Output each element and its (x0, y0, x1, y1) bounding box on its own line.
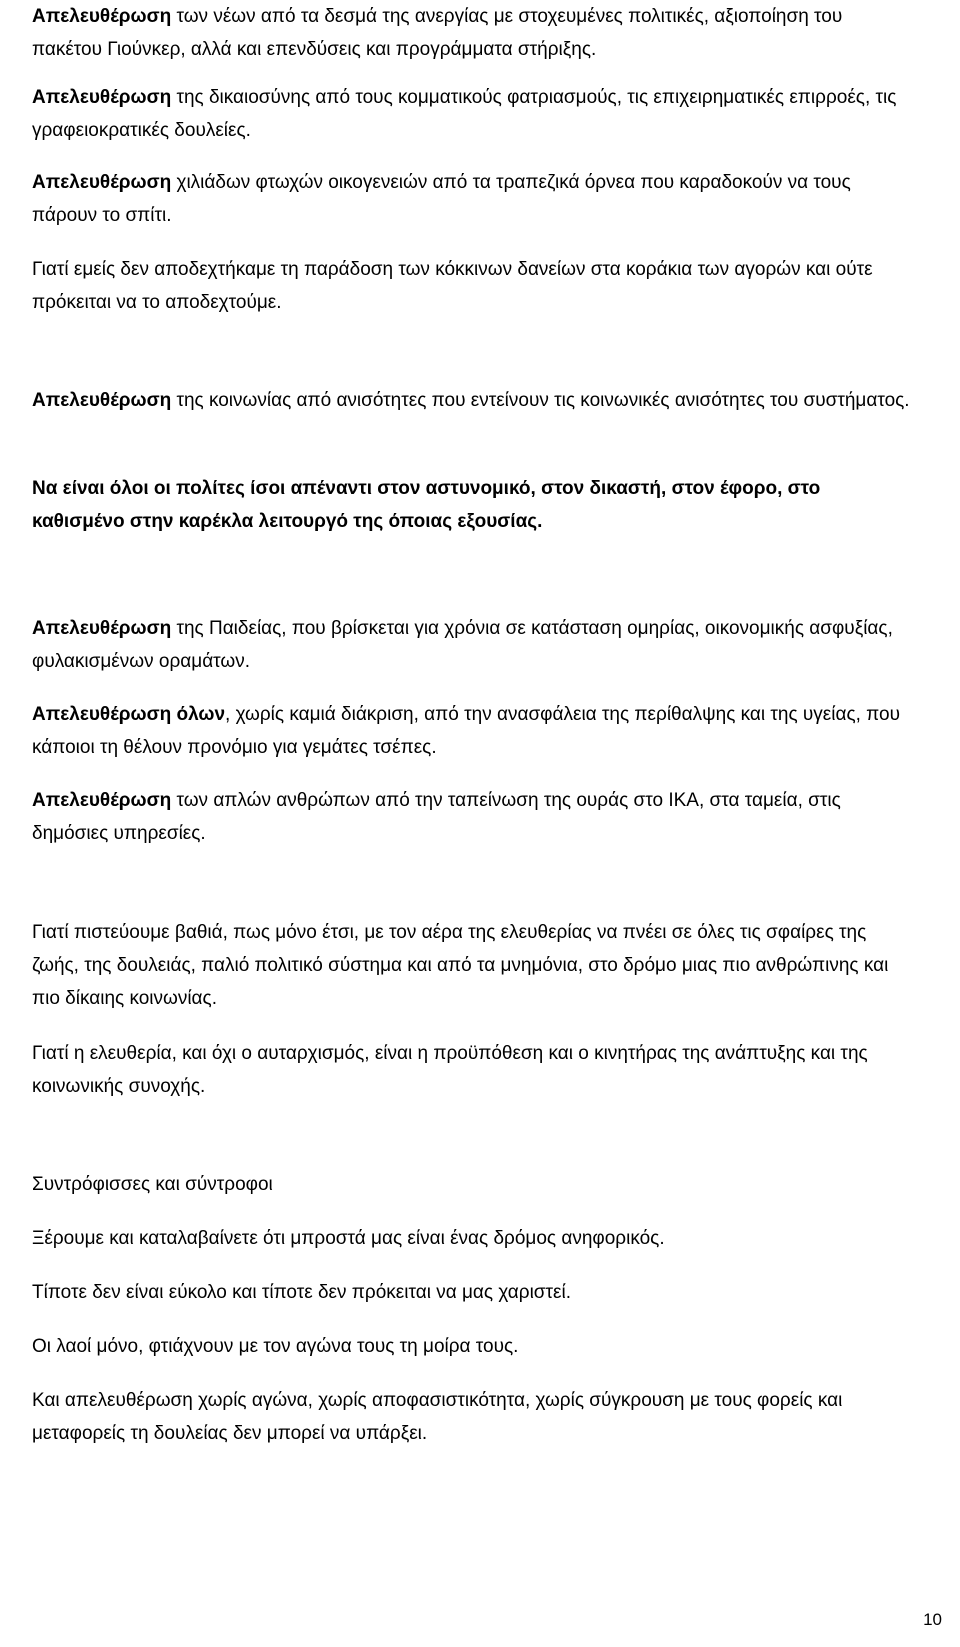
paragraph-text: Και απελευθέρωση χωρίς αγώνα, χωρίς αποφασιστικότητα, χωρίς σύγκρουση με τους φορείς και μεταφορείς τη δουλείας δεν μπορεί να υπάρξει. (32, 1390, 843, 1444)
paragraph-text: Γιατί η ελευθερία, και όχι ο αυταρχισμός, είναι η προϋπόθεση και ο κινητήρας της ανάπτυξης και της κοινωνικής συνοχής. (32, 1043, 868, 1097)
paragraph-health (32, 698, 912, 764)
paragraph-text: της κοινωνίας από ανισότητες που εντείνουν τις κοινωνικές ανισότητες του συστήματος. (171, 390, 910, 411)
paragraph-justice (32, 81, 912, 147)
paragraph-nothing-easy (32, 1276, 912, 1309)
paragraph-society (32, 384, 912, 417)
paragraph-equality (32, 472, 912, 538)
paragraph-education (32, 612, 912, 678)
paragraph-liberation-struggle (32, 1384, 912, 1450)
paragraph-lead: Απελευθέρωση (32, 6, 172, 27)
paragraph-text: Γιατί εμείς δεν αποδεχτήκαμε τη παράδοση των κόκκινων δανείων στα κοράκια των αγορών και ούτε πρόκειται να το αποδεχτούμε. (32, 259, 873, 313)
paragraph-families (32, 166, 912, 232)
paragraph-lead: Απελευθέρωση (32, 618, 172, 639)
paragraph-lead: Απελευθέρωση (32, 790, 172, 811)
paragraph-text: Ξέρουμε και καταλαβαίνετε ότι μπροστά μας είναι ένας δρόμος ανηφορικός. (32, 1228, 665, 1249)
paragraph-youth (32, 0, 912, 66)
paragraph-text: , χωρίς καμιά διάκριση, από την ανασφάλεια της περίθαλψης και της υγείας, που κάποιοι τη θέλουν προνόμιο για γεμάτες τσέπες. (32, 704, 900, 758)
paragraph-comrades (32, 1168, 912, 1201)
paragraph-freedom-condition (32, 1037, 912, 1103)
paragraph-red-loans (32, 253, 912, 319)
paragraph-text: Συντρόφισσες και σύντροφοι (32, 1174, 273, 1195)
paragraph-lead: Να είναι όλοι οι πολίτες ίσοι απέναντι στον αστυνομικό, στον δικαστή, στον έφορο, στο καθισμένο στην καρέκλα λειτουργό της όποιας εξουσίας. (32, 478, 821, 532)
paragraph-text: χιλιάδων φτωχών οικογενειών από τα τραπεζικά όρνεα που καραδοκούν να τους πάρουν το σπίτι. (32, 172, 851, 226)
paragraph-text: των απλών ανθρώπων από την ταπείνωση της ουράς στο ΙΚΑ, στα ταμεία, στις δημόσιες υπηρεσίες. (32, 790, 841, 844)
page-number: 10 (923, 1610, 942, 1629)
paragraph-text: των νέων από τα δεσμά της ανεργίας με στοχευμένες πολιτικές, αξιοποίηση του πακέτου Γιούνκερ, αλλά και επενδύσεις και προγράμματα στήριξης. (32, 6, 843, 60)
paragraph-lead: Απελευθέρωση όλων (32, 704, 226, 725)
paragraph-text: Γιατί πιστεύουμε βαθιά, πως μόνο έτσι, με τον αέρα της ελευθερίας να πνέει σε όλες τις σφαίρες της ζωής, της δουλειάς, παλιό πολιτικό σύστημα και από τα μνημόνια, στο δρόμο μιας πιο ανθρώπινης και πιο δίκαιης κοινωνίας. (32, 922, 889, 1009)
paragraph-lead: Απελευθέρωση (32, 172, 172, 193)
paragraph-text: Οι λαοί μόνο, φτιάχνουν με τον αγώνα τους τη μοίρα τους. (32, 1336, 519, 1357)
paragraph-uphill-road (32, 1222, 912, 1255)
paragraph-peoples (32, 1330, 912, 1363)
paragraph-public-services (32, 784, 912, 850)
paragraph-freedom-belief (32, 916, 912, 1015)
paragraph-lead: Απελευθέρωση (32, 87, 172, 108)
paragraph-lead: Απελευθέρωση (32, 390, 172, 411)
paragraph-text: Τίποτε δεν είναι εύκολο και τίποτε δεν πρόκειται να μας χαριστεί. (32, 1282, 572, 1303)
paragraph-text: της δικαιοσύνης από τους κομματικούς φατριασμούς, τις επιχειρηματικές επιρροές, τις γραφειοκρατικές δουλείες. (32, 87, 897, 141)
paragraph-text: της Παιδείας, που βρίσκεται για χρόνια σε κατάσταση ομηρίας, οικονομικής ασφυξίας, φυλακισμένων οραμάτων. (32, 618, 893, 672)
